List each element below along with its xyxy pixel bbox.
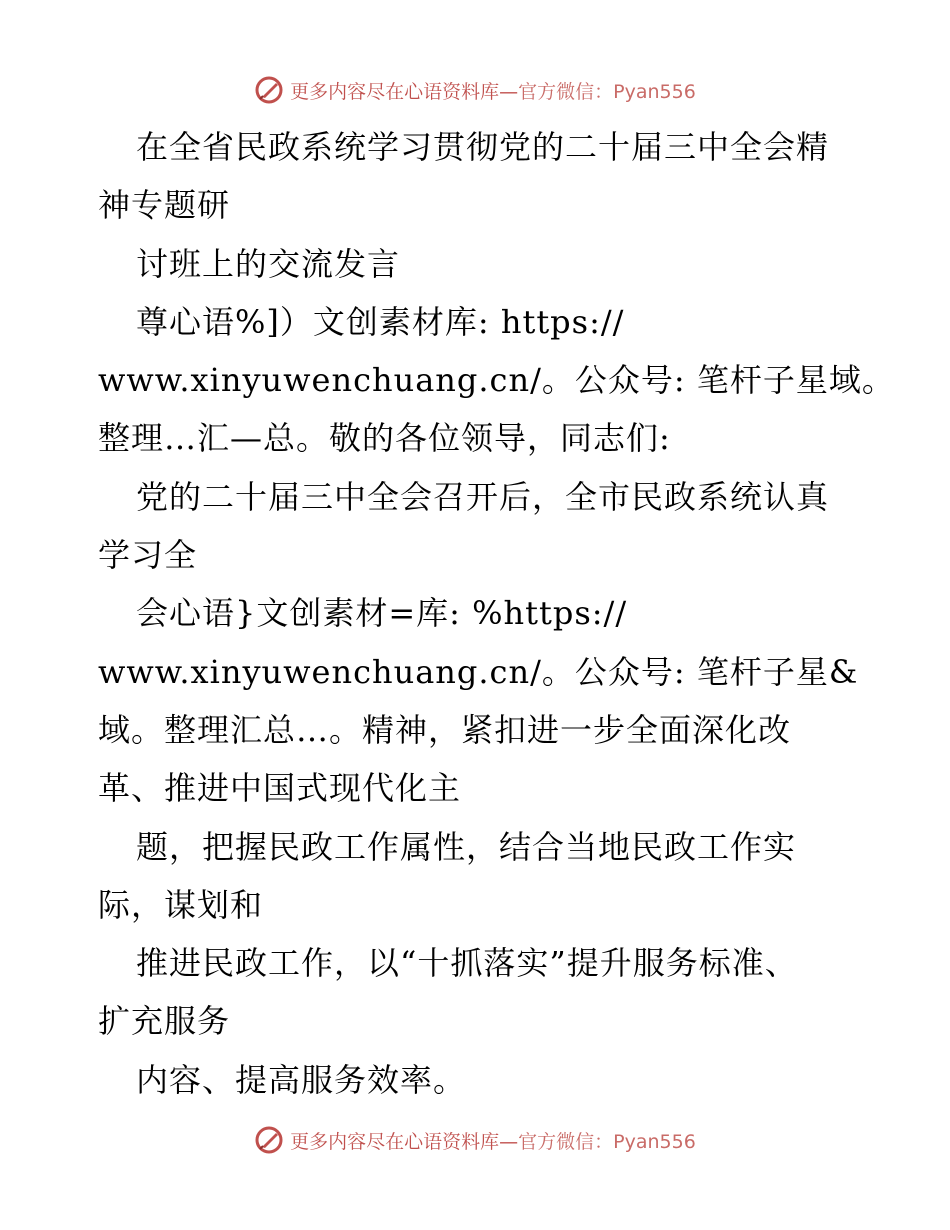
- watermark-text: [290, 77, 696, 104]
- document-line: www.xinyuwenchuang.cn/。公众号: 笔杆子星&: [98, 652, 859, 691]
- header-watermark: [0, 70, 950, 110]
- document-line: 党的二十届三中全会召开后，全市民政系统认真: [136, 477, 830, 516]
- document-line: www.xinyuwenchuang.cn/。公众号: 笔杆子星域。: [98, 361, 895, 400]
- document-line: 在全省民政系统学习贯彻党的二十届三中全会精: [136, 128, 830, 166]
- footer-watermark: [0, 1120, 950, 1160]
- watermark-text: [290, 1127, 696, 1154]
- watermark-separator: —: [499, 1130, 519, 1153]
- document-line: 学习全: [98, 536, 198, 575]
- document-line: 神专题研: [98, 186, 231, 225]
- document-line: 内容、提高服务效率。: [136, 1060, 467, 1099]
- document-line: 会心语}文创素材=库: %https://: [136, 594, 628, 633]
- watermark-separator: —: [499, 80, 519, 103]
- document-line: 际，谋划和: [98, 885, 264, 924]
- document-line: 革、推进中国式现代化主: [98, 769, 462, 808]
- watermark-wechat: 官方微信：Pyan556: [518, 80, 696, 103]
- watermark-wechat: 官方微信：Pyan556: [518, 1130, 696, 1153]
- quill-logo-icon: [254, 1125, 284, 1155]
- document-line: 推进民政工作，以“十抓落实”提升服务标准、: [136, 944, 798, 983]
- document-line: 尊心语%]）文创素材库: https://: [136, 302, 625, 341]
- document-body: [98, 118, 895, 1109]
- document-line: 域。整理汇总…。精神，紧扣进一步全面深化改: [98, 710, 792, 749]
- document-line: 题，把握民政工作属性，结合当地民政工作实: [136, 827, 797, 866]
- watermark-site: 更多内容尽在心语资料库: [290, 1130, 500, 1153]
- watermark-site: 更多内容尽在心语资料库: [290, 80, 500, 103]
- document-line: 扩充服务: [98, 1002, 231, 1041]
- document-line: 整理…汇—总。敬的各位领导，同志们:: [98, 419, 671, 458]
- document-line: 讨班上的交流发言: [136, 244, 401, 283]
- quill-logo-icon: [254, 75, 284, 105]
